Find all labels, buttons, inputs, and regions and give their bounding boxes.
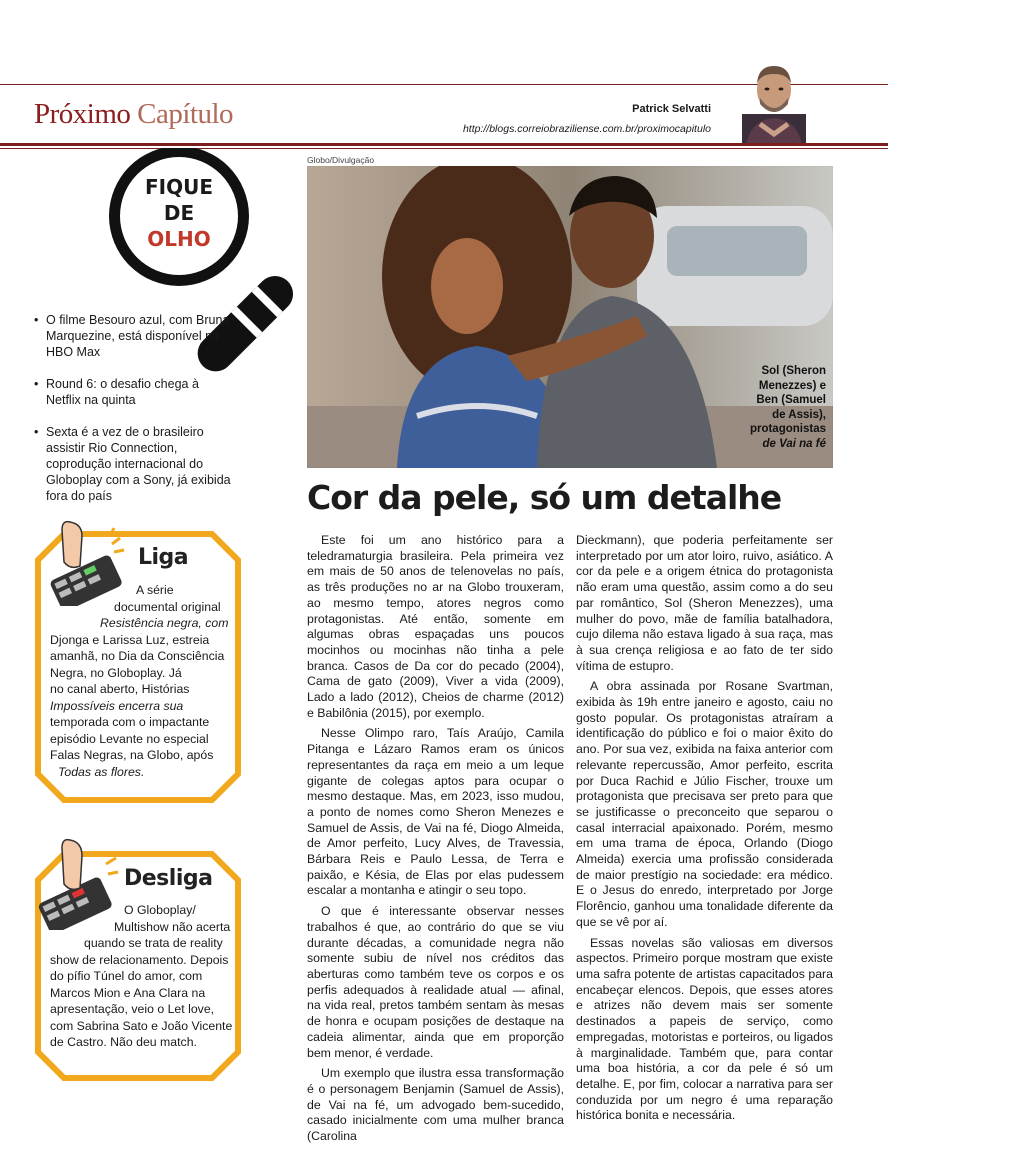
paragraph: Este foi um ano histórico para a teledramaturgia brasileira. Pela primeira vez em mais de 50 anos de telenovelas no país, as três produções no ar na Globo trouxeram, ao mesmo tempo, atores negros como protagonistas. Até então, somente em algumas obras espaçadas uns poucos mocinhos ou mocinhas não tinha a pele branca. Casos de Da cor do pecado (2004), Cama de gato (2009), Viver a vida (2009), Lado a lado (2012), Cheios de charme (2012) e Babilônia (2015), por exemplo. — [307, 533, 564, 720]
photo-credit: Globo/Divulgação — [307, 155, 375, 165]
paragraph: O que é interessante observar nesses trabalhos é que, ao contrário do que se viu durante décadas, a comunidade negra não somente subiu de nível nos créditos das aberturas como também teve os corpos e os perfis adequados à realidade atual — afinal, na vida real, pretos também sentam às mesas de honra e ocupam posições de destaque na cadeia alimentar, ainda que em proporção bem menor, é verdade. — [307, 904, 564, 1060]
header-rule-thick — [0, 143, 888, 146]
fique-de-olho-list — [32, 312, 232, 520]
fique-de-olho-title: FIQUE DE OLHO — [144, 175, 213, 251]
article-column-2 — [576, 533, 833, 1124]
article-column-1 — [307, 533, 564, 1145]
photo-caption: Sol (Sheron Menezzes) e Ben (Samuel de Assis), protagonistas de Vai na fé — [749, 365, 826, 450]
paragraph: Nesse Olimpo raro, Taís Araújo, Camila Pitanga e Lázaro Ramos eram os únicos representantes da raça em meio a um leque gigante de colegas aptos para ocupar o mesmo destaque. Mas, em 2023, isso mudou, a ponto de nomes como Sheron Menezes e Samuel de Assis, de Vai na fé, Diogo Almeida, de Amor perfeito, Lucy Alves, de Travessia, Bárbara Reis e Paulo Lessa, de Terra e paixão, e Késia, de Elas por elas pudessem escalar a montanha e atingir o seu topo. — [307, 726, 564, 898]
section-title: Próximo Capítulo — [34, 98, 234, 130]
liga-title: Liga — [138, 545, 189, 570]
desliga-title: Desliga — [124, 866, 213, 891]
paragraph: Um exemplo que ilustra essa transformação é o personagem Benjamin (Samuel de Assis), de Vai na fé, um advogado bem-sucedido, casado inicialmente com uma mulher branca (Carolina — [307, 1066, 564, 1144]
paragraph: Dieckmann), que poderia perfeitamente ser interpretado por um ator loiro, ruivo, asiático. A cor da pele e a origem étnica do protagonista não eram uma questão, assim como a do seu par romântico, Sol (Sheron Menezzes), uma mulher do povo, mãe de família batalhadora, cujo dilema não estava ligado à sua raça, mas à sua crença religiosa e ao fato de ter sido vítima de estupro. — [576, 533, 833, 673]
paragraph: A obra assinada por Rosane Svartman, exibida às 19h entre janeiro e agosto, caiu no gosto popular. Os protagonistas atraíram a identificação do público e foi o maior êxito do ano. Por sua vez, exibida na faixa anterior com relevante repercussão, Amor perfeito, escrita por Duca Rachid e Júlio Fischer, trouxe um protagonista que precisava ser preto para que se justificasse o preconceito que separou o casal interracial apaixonado. Porém, mesmo em uma trama de época, Orlando (Diogo Almeida) exercia uma profissão considerada de maior prestígio na sociedade: era médico. E o Jesus do enredo, interpretado por Jorge Florêncio, ganhou uma tonalidade diferente da que se vê por aí. — [576, 679, 833, 929]
paragraph: Essas novelas são valiosas em diversos aspectos. Primeiro porque mostram que existe uma safra potente de artistas capacitados para encabeçar elencos. Depois, que esses atores e atrizes não devem mais ser somente destinados a papeis de serviço, como empregadas, motoristas e porteiros, ou ligados à marginalidade. Também que, para contar uma boa história, a cor da pele é só um detalhe. E, por fim, colocar a narrativa para ser conduzida por um negro é uma reparação histórica bonita e necessária. — [576, 935, 833, 1123]
desliga-text: O Globoplay/ Multishow não acerta quando se trata de reality show de relacionamento. Depois do pífio Túnel do amor, com Marcos Mion e Ana Clara na apresentação, veio o Let love, com Sabrina Sato e João Vicente de Castro. Não deu match. — [50, 903, 233, 1049]
blog-url[interactable]: http://blogs.correiobraziliense.com.br/proximocapitulo — [462, 123, 711, 135]
author-name: Patrick Selvatti — [632, 103, 711, 115]
list-item: • O filme Besouro azul, com Bruna Marquezine, está disponível na HBO Max — [32, 312, 232, 360]
headline: Cor da pele, só um detalhe — [307, 478, 782, 517]
list-item: • Sexta é a vez de o brasileiro assistir Rio Connection, coprodução internacional do Globoplay com a Sony, já exibida fora do país — [32, 424, 232, 504]
liga-text: A série documental original Resistência negra, com Djonga e Larissa Luz, estreia amanhã, no Dia da Consciência Negra, no Globoplay. Já no canal aberto, Histórias Impossíveis encerra sua temporada com o impactante episódio Levante no especial Falas Negras, na Globo, após Todas as flores. — [50, 583, 229, 779]
author-avatar — [742, 54, 806, 146]
list-item: • Round 6: o desafio chega à Netflix na quinta — [32, 376, 232, 408]
